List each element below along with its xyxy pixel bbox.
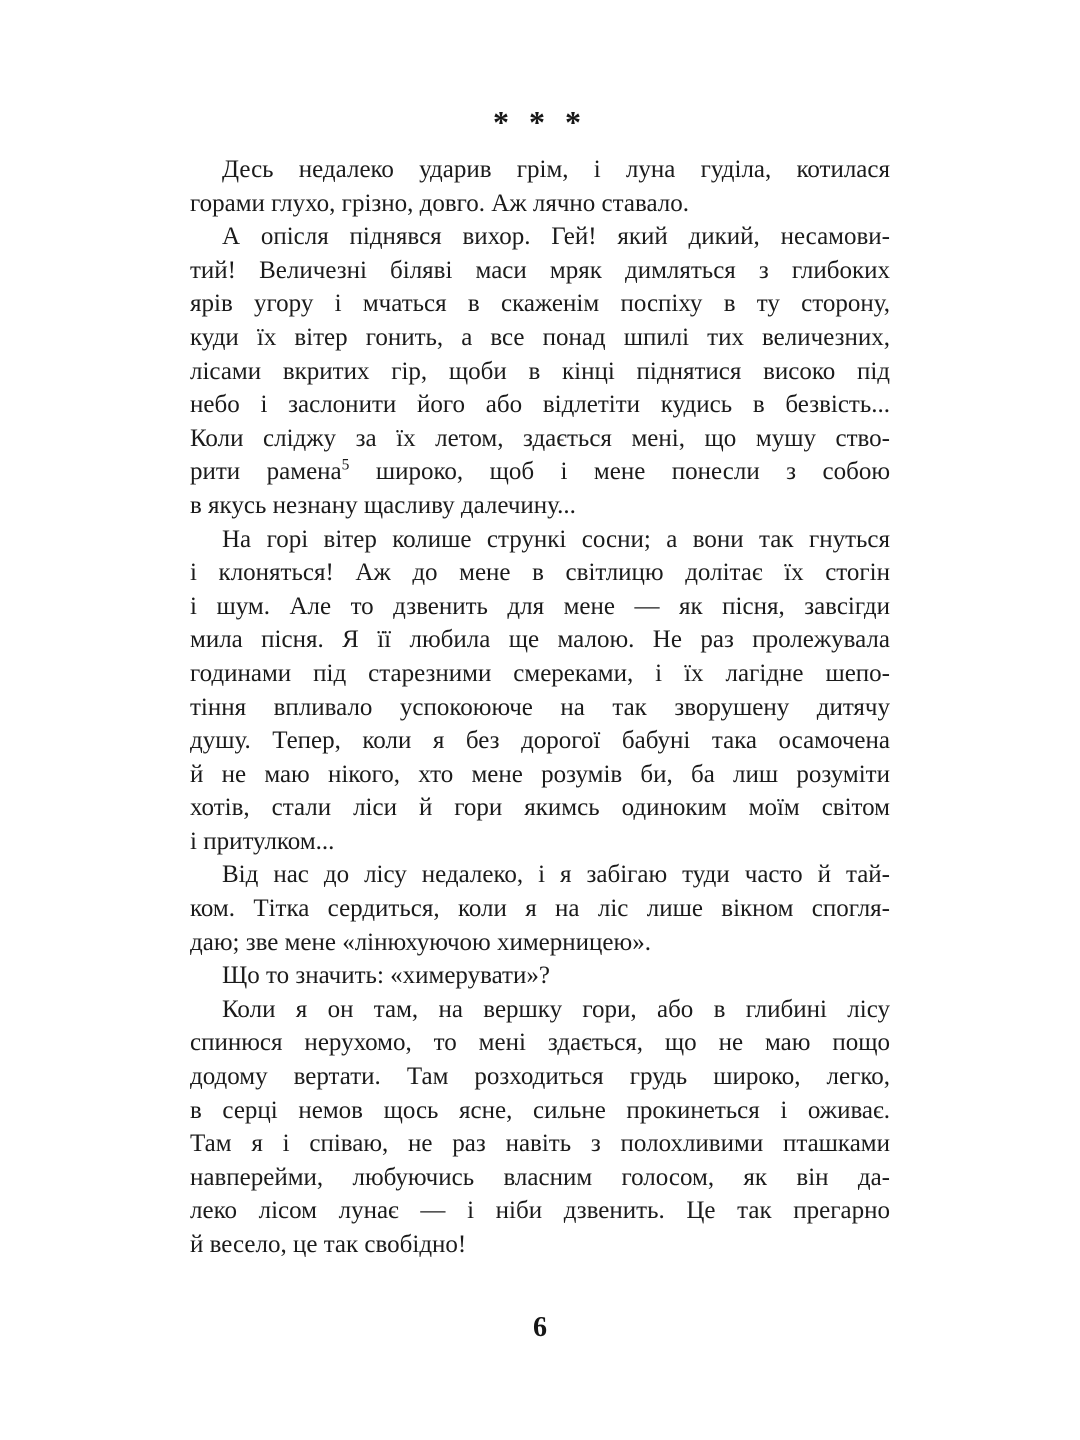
text-line: тіння впливало успокоююче на так зворушену дитячу <box>190 693 890 721</box>
text-line: додому вертати. Там розходиться грудь широко, легко, <box>190 1063 890 1091</box>
text-line: і притулком... <box>190 827 335 855</box>
text-block <box>190 153 890 1262</box>
footnote-marker: 5 <box>341 457 350 475</box>
text-line: даю; зве мене «лінюхуючою химерницею». <box>190 928 651 956</box>
text-line: і шум. Але то дзвенить для мене — як пісня, завсігди <box>190 592 890 620</box>
text-line: горами глухо, грізно, довго. Аж лячно ставало. <box>190 189 689 217</box>
text-line: й весело, це так свобідно! <box>190 1231 467 1258</box>
paragraph <box>190 523 890 859</box>
text-line: ярів угору і мчаться в скаженім поспіху в ту сторону, <box>190 290 890 318</box>
text-line: годинами під старезними смереками, і їх лагідне шепо- <box>190 659 890 687</box>
page-number: 6 <box>533 1312 547 1343</box>
text-line: А опісля піднявся вихор. Гей! який дикий, несамови- <box>222 223 890 251</box>
text-line: небо і заслонити його або відлетіти кудись в безвість... <box>190 391 890 419</box>
text-line: куди їх вітер гонить, а все понад шпилі тих величезних, <box>190 323 890 351</box>
text-line: спинюся нерухомо, то мені здається, що не маю пощо <box>190 1029 890 1057</box>
text-line: лісами вкритих гір, щоби в кінці піднятися високо під <box>190 357 890 385</box>
text-line: тий! Величезні біляві маси мряк димляться з глибоких <box>190 256 890 284</box>
paragraph <box>190 993 890 1262</box>
section-separator: * * * <box>493 104 587 140</box>
text-line: й не маю нікого, хто мене розумів би, ба лиш розуміти <box>190 760 890 788</box>
text-line: леко лісом лунає — і ніби дзвенить. Це так прегарно <box>190 1197 890 1225</box>
text-line: Що то значить: «химерувати»? <box>222 962 550 990</box>
paragraph <box>190 153 890 220</box>
text-line: душу. Тепер, коли я без дорогої бабуні така осамочена <box>190 727 890 755</box>
text-line: і клоняться! Аж до мене в світлицю долітає їх стогін <box>190 559 890 587</box>
text-line: мила пісня. Я її любила ще малою. Не раз пролежувала <box>190 626 890 654</box>
text-line: ком. Тітка сердиться, коли я на ліс лише вікном спогля- <box>190 895 890 923</box>
text-line: Коли я он там, на вершку гори, або в глибині лісу <box>222 995 890 1023</box>
text-line: хотів, стали ліси й гори якимсь одиноким моїм світом <box>190 794 890 822</box>
paragraph <box>190 959 890 993</box>
text-line: Десь недалеко ударив грім, і луна гуділа, котилася <box>222 156 890 183</box>
text-line: в якусь незнану щасливу далечину... <box>190 491 576 519</box>
text-line: навперейми, любуючись власним голосом, як він да- <box>190 1163 890 1191</box>
text-line: Коли сліджу за їх летом, здається мені, що мушу ство- <box>190 424 890 452</box>
text-line: в серці немов щось ясне, сильне прокинеться і оживає. <box>190 1096 890 1124</box>
paragraph <box>190 220 890 522</box>
text-line: На горі вітер колише стрункі сосни; а вони так гнуться <box>222 525 890 553</box>
paragraph <box>190 858 890 959</box>
text-line: рити рамена$^5$ широко, щоб і мене понесли з собою <box>190 457 891 486</box>
text-line: Від нас до лісу недалеко, і я забігаю туди часто й тай- <box>222 861 890 889</box>
text-line: Там я і співаю, не раз навіть з полохливими пташками <box>190 1130 890 1158</box>
